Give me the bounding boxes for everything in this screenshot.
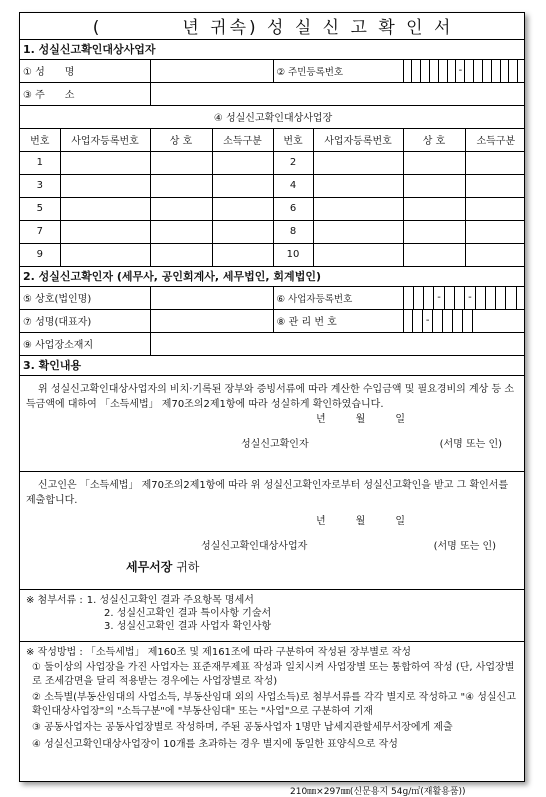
business-cell[interactable] [313,197,403,220]
column-header: 사업자등록번호 [60,128,150,151]
attachment-item: 2. 성실신고확인 결과 특이사항 기술서 [104,607,272,619]
attachment-item: 3. 성실신고확인 결과 사업자 확인사항 [104,620,272,632]
form-table [20,13,525,781]
ceo-label: ⑦ 성명(대표자) [20,309,150,332]
instruction-item: ② 소득별(부동산임대의 사업소득, 부동산임대 외의 사업소득)로 첨부서류를 각각 별지로 작성하고 "④ 성실신고확인대상사업장"의 "소득구분"에 "부동산임대" 또는 "사업"으로 구분하여 기재 [32,692,516,717]
office-label: ⑨ 사업장소재지 [20,332,150,355]
row-number: 4 [273,174,313,197]
bizno-dash: - [433,287,443,309]
row-number: 8 [273,220,313,243]
business-cell[interactable] [313,243,403,266]
business-cell[interactable] [465,174,525,197]
addressee: 세무서장 [126,559,173,574]
business-cell[interactable] [150,174,212,197]
instructions-block [20,641,525,781]
address-field[interactable] [150,82,525,105]
target-label: 성실신고확인대상사업자 [201,540,308,552]
column-header: 소득구분 [212,128,273,151]
business-header: ④ 성실신고확인대상사업장 [20,105,525,128]
office-field[interactable] [150,332,525,355]
column-header: 소득구분 [465,128,525,151]
business-cell[interactable] [60,197,150,220]
business-cell[interactable] [60,243,150,266]
business-cell[interactable] [60,151,150,174]
business-cell[interactable] [313,151,403,174]
bizno-dash: - [464,287,474,309]
section1-header: 1. 성실신고확인대상사업자 [20,39,525,59]
business-cell[interactable] [212,197,273,220]
bizno-label: ⑥ 사업자등록번호 [273,286,403,309]
business-cell[interactable] [403,151,465,174]
row-number: 7 [20,220,60,243]
confirm-block [20,375,525,471]
business-row [20,174,525,197]
instruction-item: ③ 공동사업자는 공동사업장별로 작성하며, 주된 공동사업자 1명만 납세지관할세무서장에게 제출 [32,722,453,733]
form-title: ( 년 귀속) 성 실 신 고 확 인 서 [20,13,525,39]
column-header: 사업자등록번호 [313,128,403,151]
business-cell[interactable] [60,220,150,243]
business-cell[interactable] [212,243,273,266]
row-number: 9 [20,243,60,266]
report-date: 년 월 일 [316,515,405,527]
mgmt-label: ⑧ 관 리 번 호 [273,309,403,332]
rrn-dash: - [455,60,464,82]
business-cell[interactable] [465,197,525,220]
row-number: 2 [273,151,313,174]
target-sign: (서명 또는 인) [433,540,497,552]
business-cell[interactable] [313,220,403,243]
ceo-field[interactable] [150,309,273,332]
rrn-field[interactable] [403,59,525,82]
row-number: 1 [20,151,60,174]
business-columns [20,128,525,151]
business-cell[interactable] [403,174,465,197]
business-cell[interactable] [150,197,212,220]
addressee-suffix: 귀하 [172,559,200,574]
business-cell[interactable] [465,243,525,266]
report-text: 신고인은 「소득세법」 제70조의2제1항에 따라 위 성실신고확인자로부터 성실신고확인을 받고 그 확인서를 제출합니다. [26,479,509,506]
attachments-block [20,589,525,641]
company-label: ⑤ 상호(법인명) [20,286,150,309]
row-number: 6 [273,197,313,220]
address-label: ③ 주 소 [20,82,150,105]
column-header: 상 호 [403,128,465,151]
business-cell[interactable] [150,220,212,243]
report-block [20,471,525,589]
business-cell[interactable] [465,151,525,174]
business-row [20,151,525,174]
business-cell[interactable] [403,243,465,266]
paper-spec: 210㎜×297㎜(신문용지 54g/㎡(재활용품)) [290,787,466,797]
business-cell[interactable] [403,197,465,220]
column-header: 번호 [20,128,60,151]
mgmt-field[interactable] [403,309,525,332]
attachments-label: ※ 첨부서류 : [26,594,83,606]
business-cell[interactable] [465,220,525,243]
business-cell[interactable] [212,220,273,243]
name-field[interactable] [150,59,273,82]
row-number: 10 [273,243,313,266]
name-label: ① 성 명 [20,59,150,82]
attachment-item: 1. 성실신고확인 결과 주요항목 명세서 [86,594,254,606]
confirmer-label: 성실신고확인자 [241,438,309,450]
mgmt-dash: - [422,310,432,332]
confirm-date: 년 월 일 [316,413,405,425]
company-field[interactable] [150,286,273,309]
section2-header: 2. 성실신고확인자 (세무사, 공인회계사, 세무법인, 회계법인) [20,266,525,286]
business-cell[interactable] [60,174,150,197]
instructions-label: ※ 작성방법 : 「소득세법」 제160조 및 제161조에 따라 구분하여 작성된 장부별로 작성 [26,646,412,658]
instruction-item: ④ 성실신고확인대상사업장이 10개를 초과하는 경우 별지에 동일한 표양식으로 작성 [32,738,398,750]
column-header: 번호 [273,128,313,151]
form-sheet [19,12,525,782]
confirmer-sign: (서명 또는 인) [439,438,503,450]
row-number: 3 [20,174,60,197]
business-cell[interactable] [150,243,212,266]
business-cell[interactable] [212,151,273,174]
section3-header: 3. 확인내용 [20,355,525,375]
business-row [20,197,525,220]
instruction-item: ① 둘이상의 사업장을 가진 사업자는 표준재무제표 작성과 일치시켜 사업장별 또는 통합하여 작성 (단, 사업장별로 조세감면을 달리 적용받는 경우에는 사업장별로 작성) [32,662,515,687]
rrn-label: ② 주민등록번호 [273,59,403,82]
business-rows [20,151,525,266]
business-cell[interactable] [212,174,273,197]
bizno-field[interactable] [403,286,525,309]
business-cell[interactable] [403,220,465,243]
row-number: 5 [20,197,60,220]
business-row [20,220,525,243]
business-row [20,243,525,266]
column-header: 상 호 [150,128,212,151]
business-cell[interactable] [313,174,403,197]
confirm-text: 위 성실신고확인대상사업자의 비치·기록된 장부와 증빙서류에 따라 계산한 수입금액 및 필요경비의 계상 등 소득금액에 대하여 「소득세법」 제70조의2제1항에 따라 성실하게 확인하였습니다. [26,383,515,410]
business-cell[interactable] [150,151,212,174]
